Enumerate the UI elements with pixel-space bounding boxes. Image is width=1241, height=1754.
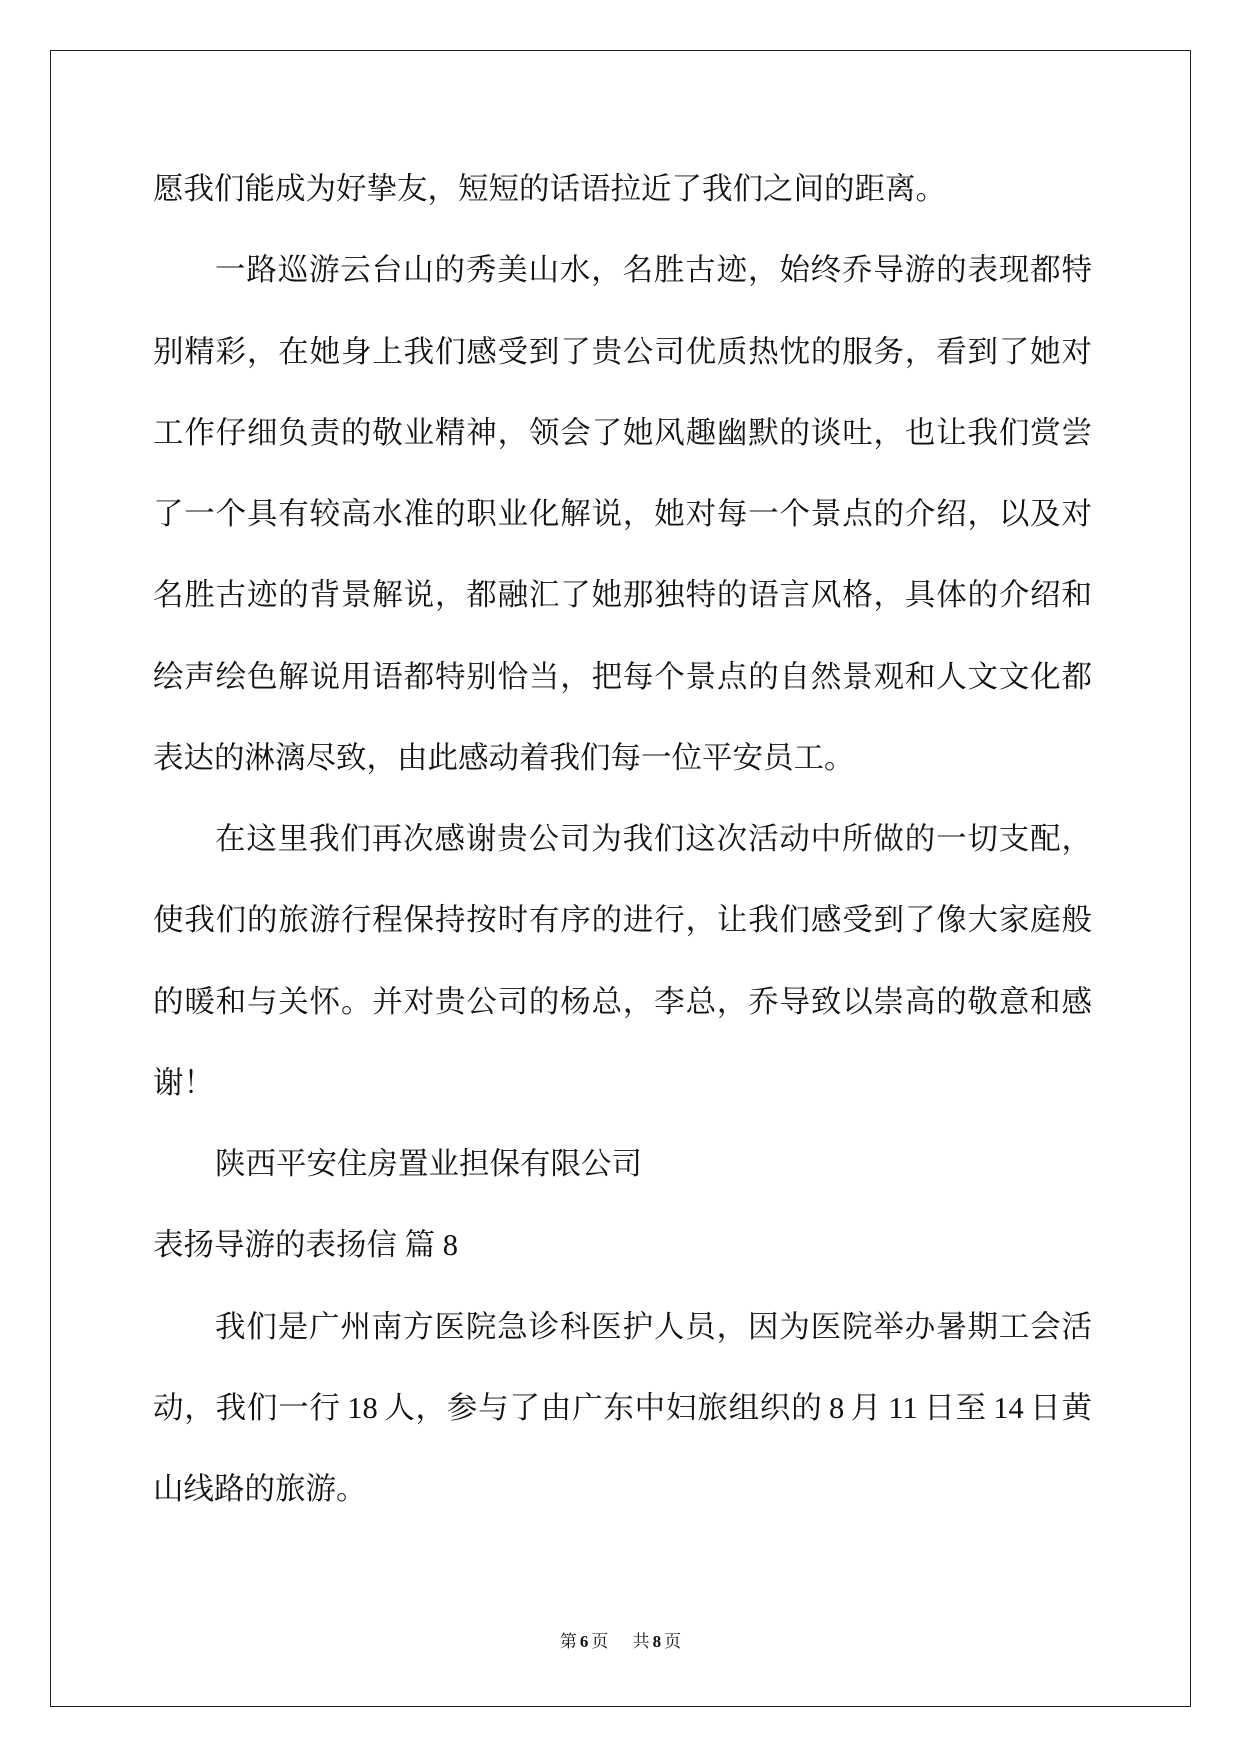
signature-line: 陕西平安住房置业担保有限公司 [215,1147,642,1181]
text-line: 名胜古迹的背景解说，都融汇了她那独特的语言风格，具体的介绍和 [153,578,1092,613]
text-line: 表达的淋漓尽致，由此感动着我们每一位平安员工。 [153,740,855,775]
current-page-number: 6 [579,1632,589,1651]
text-line: 谢！ [153,1065,214,1100]
continued-paragraph [153,149,1092,230]
text-line: 别精彩，在她身上我们感受到了贵公司优质热忱的服务，看到了她对 [153,334,1092,369]
text-line: 工作仔细负责的敬业精神，领会了她风趣幽默的谈吐，也让我们赏尝 [153,415,1092,450]
page-prefix: 第 [559,1632,577,1651]
section-title: 表扬导游的表扬信 篇 8 [153,1228,458,1263]
text-line: 在这里我们再次感谢贵公司为我们这次活动中所做的一切支配， [215,822,1092,856]
text-line: 使我们的旅游行程保持按时有序的进行，让我们感受到了像大家庭般 [153,903,1092,938]
text-line: 绘声绘色解说用语都特别恰当，把每个景点的自然景观和人文文化都 [153,659,1092,694]
text-line: 动，我们一行 18 人，参与了由广东中妇旅组织的 8 月 11 日至 14 日黄 [153,1390,1092,1425]
document-body [153,149,1092,1530]
page-number [560,1632,613,1651]
page-suffix: 页 [591,1632,609,1651]
text-line: 我们是广州南方医院急诊科医护人员，因为医院举办暑期工会活 [215,1309,1092,1344]
paragraph [153,799,1092,1124]
total-suffix: 页 [664,1632,682,1651]
text-line: 山线路的旅游。 [153,1472,367,1506]
paragraph [153,1287,1092,1531]
paragraph [153,230,1092,799]
page-total [633,1632,682,1651]
text-line: 的暖和与关怀。并对贵公司的杨总，李总，乔导致以崇高的敬意和感 [153,984,1092,1019]
total-page-number: 8 [652,1632,662,1651]
page-footer [0,1630,1241,1654]
text-line: 了一个具有较高水准的职业化解说，她对每一个景点的介绍，以及对 [153,497,1092,531]
total-prefix: 共 [632,1632,650,1651]
text-line: 一路巡游云台山的秀美山水，名胜古迹，始终乔导游的表现都特 [215,253,1092,288]
text-line: 愿我们能成为好挚友，短短的话语拉近了我们之间的距离。 [153,172,946,206]
